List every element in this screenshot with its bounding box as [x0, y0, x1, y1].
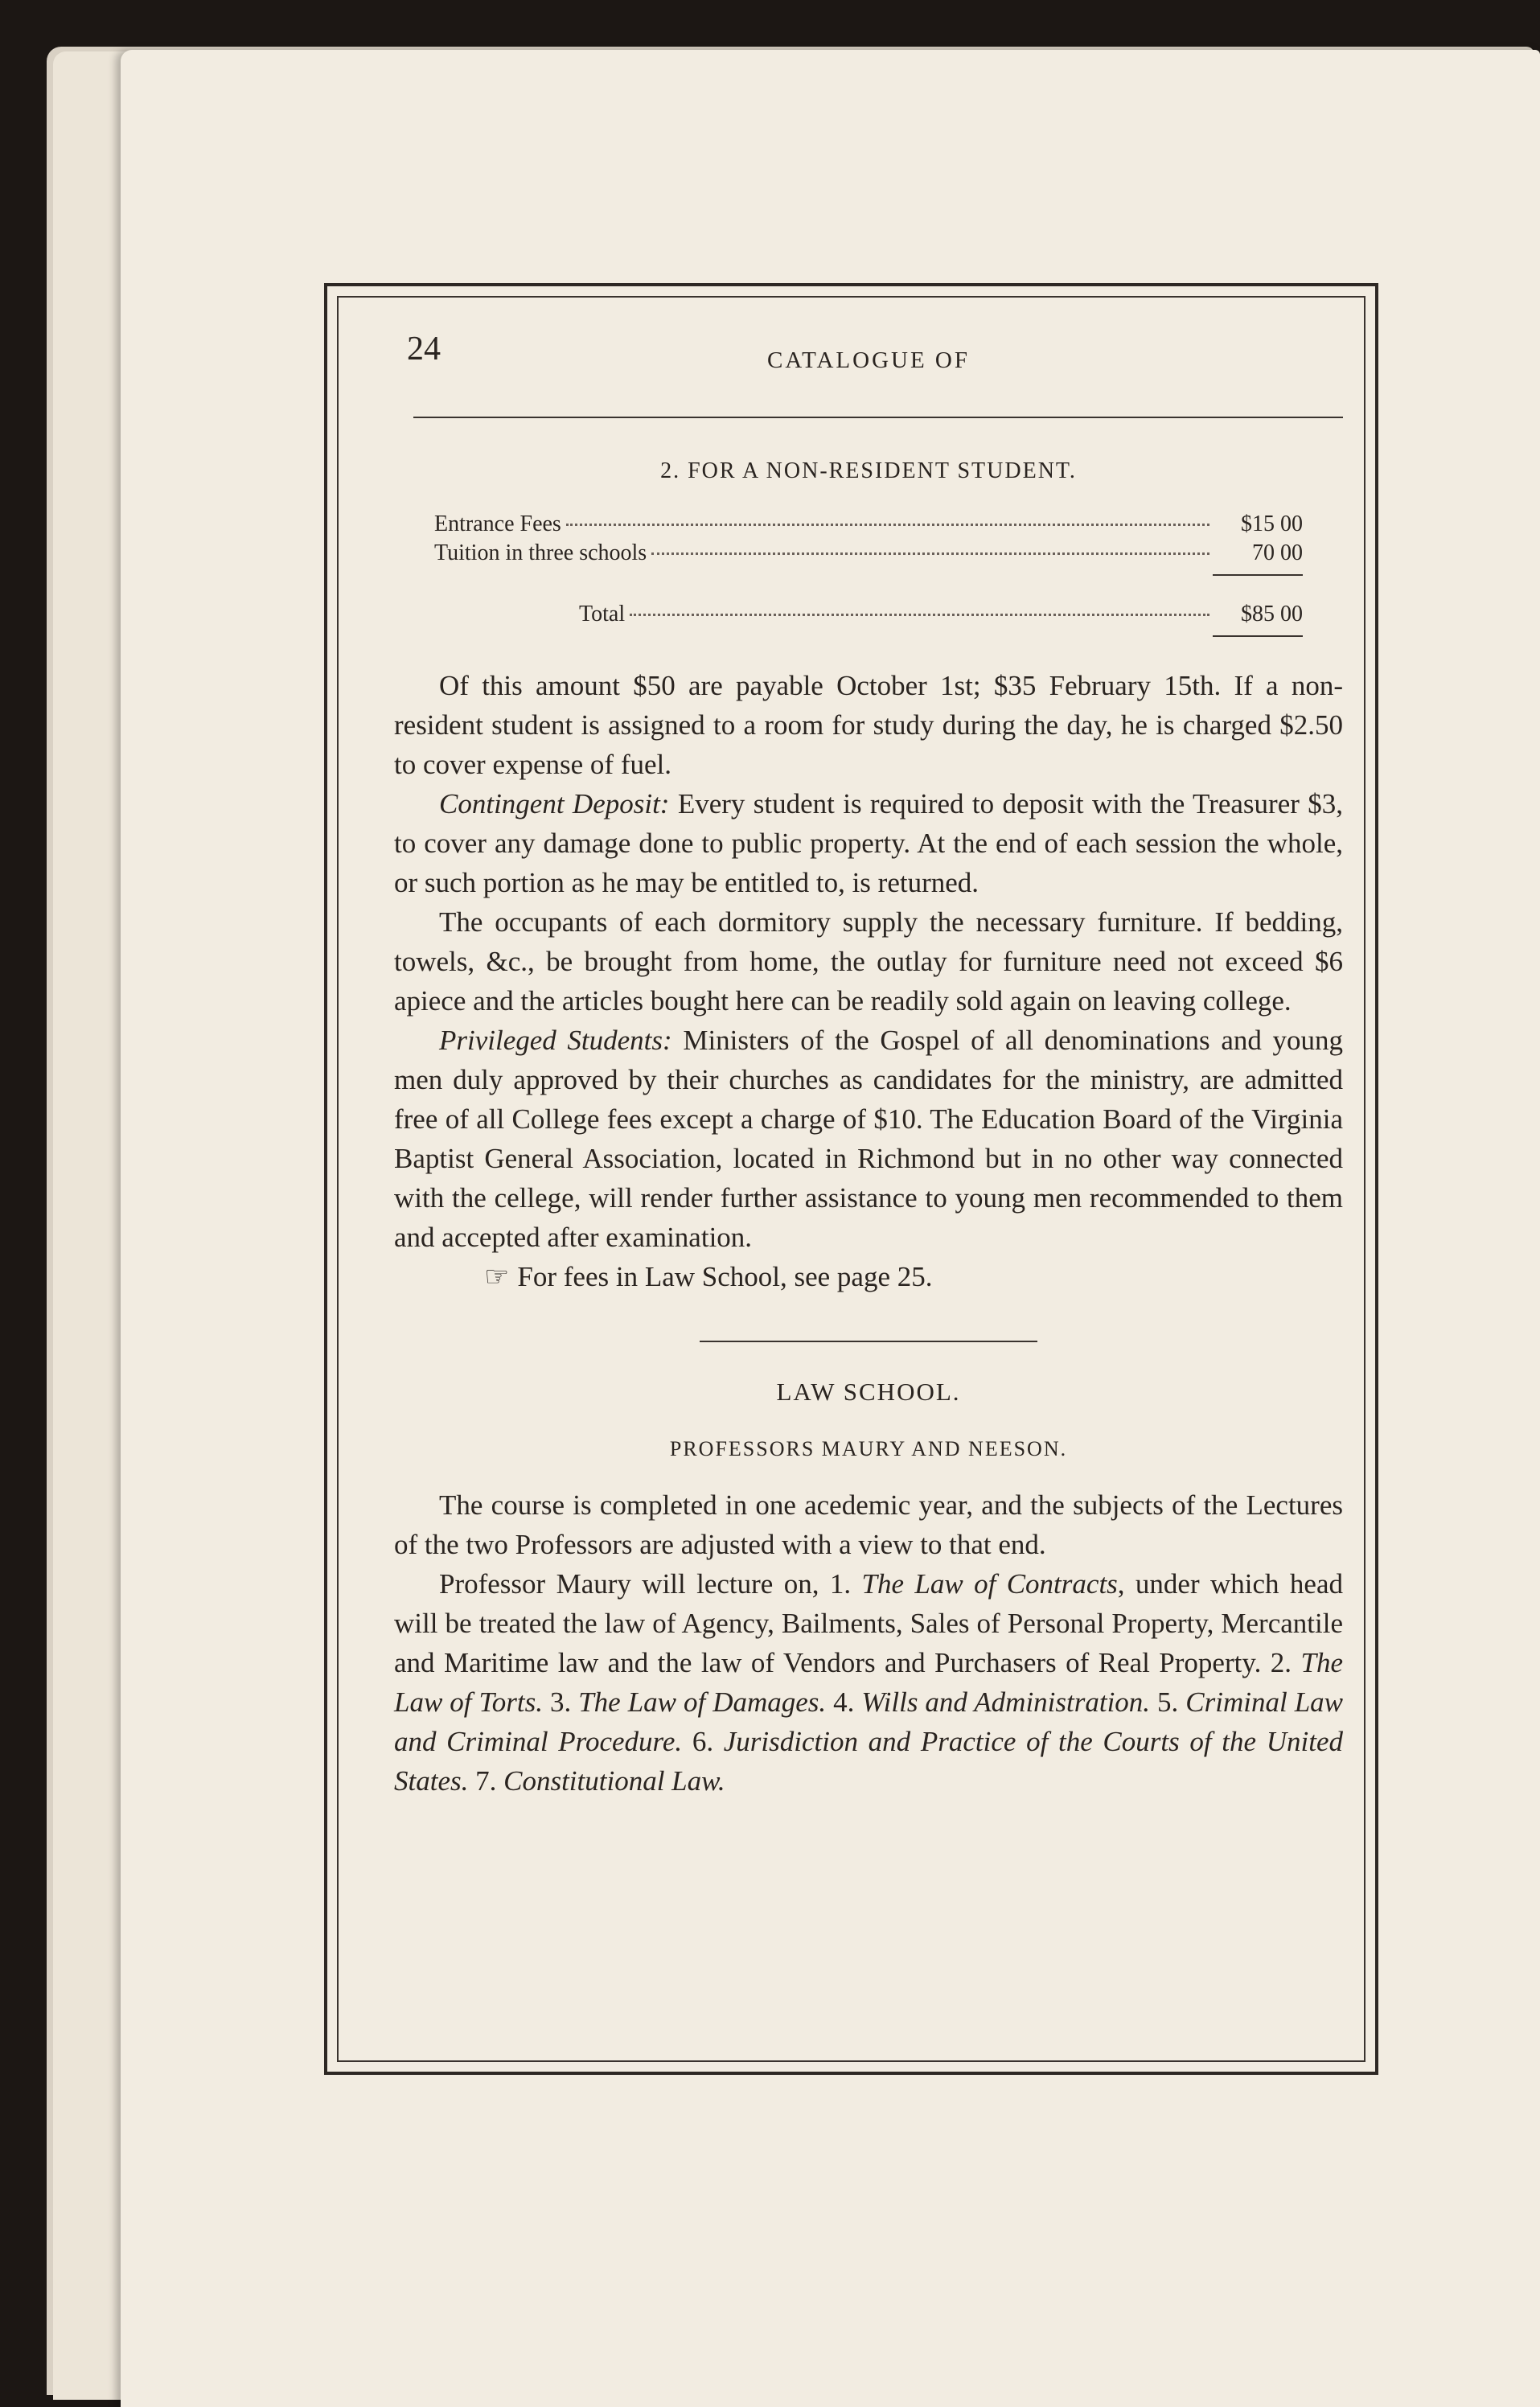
maury-intro: Professor Maury will lecture on, 1.	[439, 1568, 862, 1600]
fee-total-row	[434, 600, 1303, 629]
fee-row	[434, 510, 1303, 539]
item-number: 3.	[542, 1686, 579, 1718]
section-divider	[700, 1341, 1037, 1342]
privileged-students-paragraph	[394, 1021, 1343, 1257]
fee-row	[434, 539, 1303, 568]
item-number: 6.	[682, 1726, 724, 1757]
payment-paragraph: Of this amount $50 are payable October 1st; $35 February 15th. If a non-resident student is assigned to a room for study during the day, he is charged $2.50 to cover expense of fuel.	[394, 670, 1343, 780]
law-school-title: LAW SCHOOL.	[776, 1378, 961, 1406]
fee-amount: $15 00	[1241, 511, 1303, 536]
subject-constitutional: Constitutional Law.	[503, 1765, 725, 1797]
item-number: 4.	[826, 1686, 862, 1718]
course-paragraph: The course is completed in one acedemic year, and the subjects of the Lectures of the two Professors are adjusted with a view to that end.	[394, 1489, 1343, 1560]
total-underline	[1213, 635, 1303, 637]
law-professors: PROFESSORS MAURY AND NEESON.	[669, 1437, 1068, 1460]
subject-jurisdiction: Jurisdiction and Practice of the Courts of the United States.	[394, 1726, 1343, 1797]
contingent-body: Every student is required to deposit with the Treasurer $3, to cover any damage done to public property. At the end of each session the whole, or such portion as he may be entitled to, is returned.	[394, 788, 1343, 898]
total-amount: $85 00	[1241, 602, 1303, 626]
privileged-lead: Privileged Students:	[439, 1025, 672, 1056]
header-rule	[413, 417, 1343, 418]
subject-contracts: The Law of Contracts	[861, 1568, 1118, 1600]
law-fees-note	[394, 1257, 1343, 1296]
furniture-paragraph: The occupants of each dormitory supply the necessary furniture. If bedding, towels, &c., be brought from home, the outlay for furniture need not exceed $6 apiece and the articles bought here can be readily sold again on leaving college.	[394, 906, 1343, 1017]
leader-dots	[651, 552, 1209, 555]
non-resident-heading: 2. FOR A NON-RESIDENT STUDENT.	[660, 458, 1077, 483]
subject-criminal: Criminal Law and Criminal Procedure.	[394, 1686, 1344, 1757]
running-title: CATALOGUE OF	[767, 347, 970, 373]
page-content	[394, 322, 1343, 1801]
item-number: 7.	[468, 1765, 504, 1797]
contracts-detail: , under which head will be treated the law of Agency, Bailments, Sales of Personal Property, Mercantile and Maritime law and the law of Vendors and Purchasers of Real Property. 2.	[394, 1568, 1344, 1678]
privileged-body: Ministers of the Gospel of all denominations and young men duly approved by their churches as candidates for the ministry, are admitted free of all College fees except a charge of $10. The Education Board of the Virginia Baptist General Association, located in Richmond but in no other way connected with the cellege, will render further assistance to young men recommended to them and accepted after examination.	[394, 1025, 1343, 1253]
subject-wills: Wills and Administration.	[861, 1686, 1151, 1718]
leader-dots	[566, 524, 1209, 526]
total-label: Total	[579, 602, 626, 626]
page-number: 24	[407, 331, 441, 368]
item-number: 5.	[1150, 1686, 1186, 1718]
fee-table	[434, 510, 1303, 637]
subject-torts: The Law of Torts.	[394, 1647, 1343, 1718]
pointing-hand-icon: ☞	[484, 1261, 510, 1292]
sum-rule	[1213, 574, 1303, 576]
subject-damages: The Law of Damages.	[578, 1686, 827, 1718]
maury-lectures-paragraph	[394, 1564, 1343, 1801]
fee-label: Tuition in three schools	[434, 540, 647, 565]
contingent-deposit-paragraph	[394, 784, 1343, 902]
contingent-lead: Contingent Deposit:	[439, 788, 670, 819]
fee-amount: 70 00	[1252, 540, 1303, 565]
fee-label: Entrance Fees	[434, 511, 561, 536]
leader-dots	[630, 614, 1209, 616]
page-header	[394, 322, 1343, 418]
law-fees-text: For fees in Law School, see page 25.	[517, 1261, 933, 1292]
